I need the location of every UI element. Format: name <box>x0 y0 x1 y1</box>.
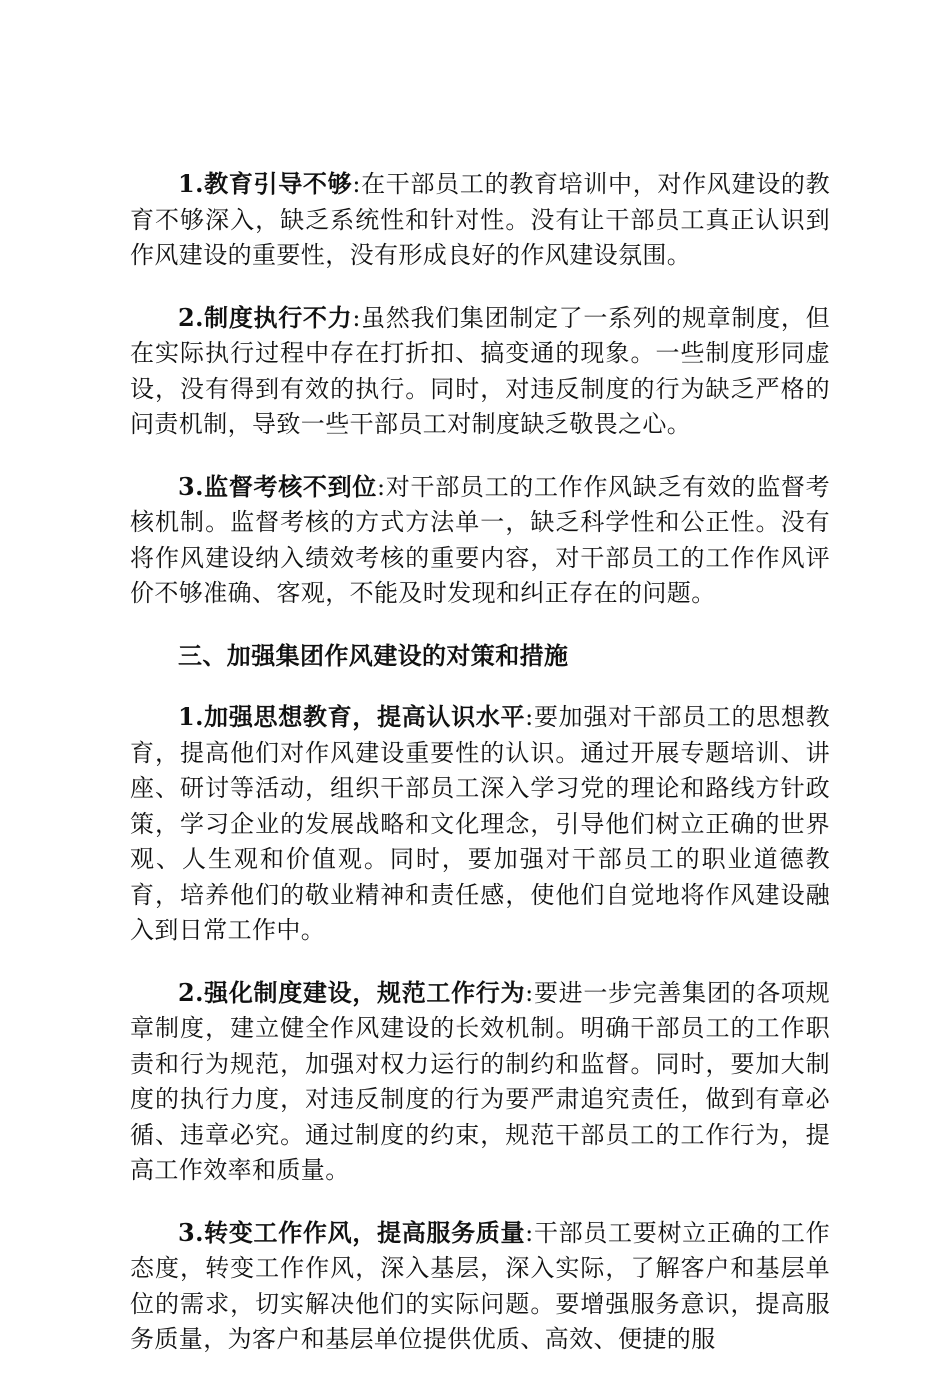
measure-1-separator: : <box>525 703 534 731</box>
measure-paragraph-2 <box>130 975 830 1189</box>
problem-3-text: 对干部员工的工作作风缺乏有效的监督考核机制。监督考核的方式方法单一，缺乏科学性和公正性。没有将作风建设纳入绩效考核的重要内容，对干部员工的工作作风评价不够准确、客观，不能及时发现和纠正存在的问题。 <box>130 472 831 607</box>
problem-1-title: 1.教育引导不够 <box>178 169 353 198</box>
measure-2-title: 2.强化制度建设，规范工作行为 <box>178 977 526 1007</box>
problem-1-text: 在干部员工的教育培训中，对作风建设的教育不够深入，缺乏系统性和针对性。没有让干部员工真正认识到作风建设的重要性，没有形成良好的作风建设氛围。 <box>130 170 830 269</box>
measure-1-text: 要加强对干部员工的思想教育，提高他们对作风建设重要性的认识。通过开展专题培训、讲座、研讨等活动，组织干部员工深入学习党的理论和路线方针政策，学习企业的发展战略和文化理念，引导他们树立正确的世界观、人生观和价值观。同时，要加强对干部员工的职业道德教育，培养他们的敬业精神和责任感，使他们自觉地将作风建设融入到日常工作中。 <box>130 703 830 944</box>
measure-2-separator: : <box>525 978 534 1007</box>
measure-3-text: 干部员工要树立正确的工作态度，转变工作作风，深入基层，深入实际，了解客户和基层单位的需求，切实解决他们的实际问题。要增强服务意识，提高服务质量，为客户和基层单位提供优质、高效、便捷的服 <box>130 1218 830 1353</box>
section-heading: 三、加强集团作风建设的对策和措施 <box>178 640 569 670</box>
problem-2-separator: : <box>352 303 361 332</box>
problem-paragraph-2 <box>130 300 830 443</box>
problem-paragraph-1 <box>130 166 830 274</box>
document-page <box>130 166 830 1384</box>
measure-3-title: 3.转变工作作风，提高服务质量 <box>178 1217 526 1247</box>
problem-1-separator: : <box>352 170 361 198</box>
measure-2-text: 要进一步完善集团的各项规章制度，建立健全作风建设的长效机制。明确干部员工的工作职责和行为规范，加强对权力运行的制约和监督。同时，要加大制度的执行力度，对违反制度的行为要严肃追究责任，做到有章必循、违章必究。通过制度的约束，规范干部员工的工作行为，提高工作效率和质量。 <box>130 978 830 1184</box>
problem-3-separator: : <box>377 472 386 501</box>
measure-paragraph-1 <box>130 699 830 949</box>
measure-1-title: 1.加强思想教育，提高认识水平 <box>178 702 526 731</box>
problem-2-title: 2.制度执行不力 <box>178 302 353 332</box>
measure-3-separator: : <box>525 1218 534 1247</box>
problem-2-text: 虽然我们集团制定了一系列的规章制度，但在实际执行过程中存在打折扣、搞变通的现象。一些制度形同虚设，没有得到有效的执行。同时，对违反制度的行为缺乏严格的问责机制，导致一些干部员工对制度缺乏敬畏之心。 <box>130 303 830 438</box>
measure-paragraph-3 <box>130 1215 830 1358</box>
problem-paragraph-3 <box>130 469 830 612</box>
problem-3-title: 3.监督考核不到位 <box>178 471 378 501</box>
